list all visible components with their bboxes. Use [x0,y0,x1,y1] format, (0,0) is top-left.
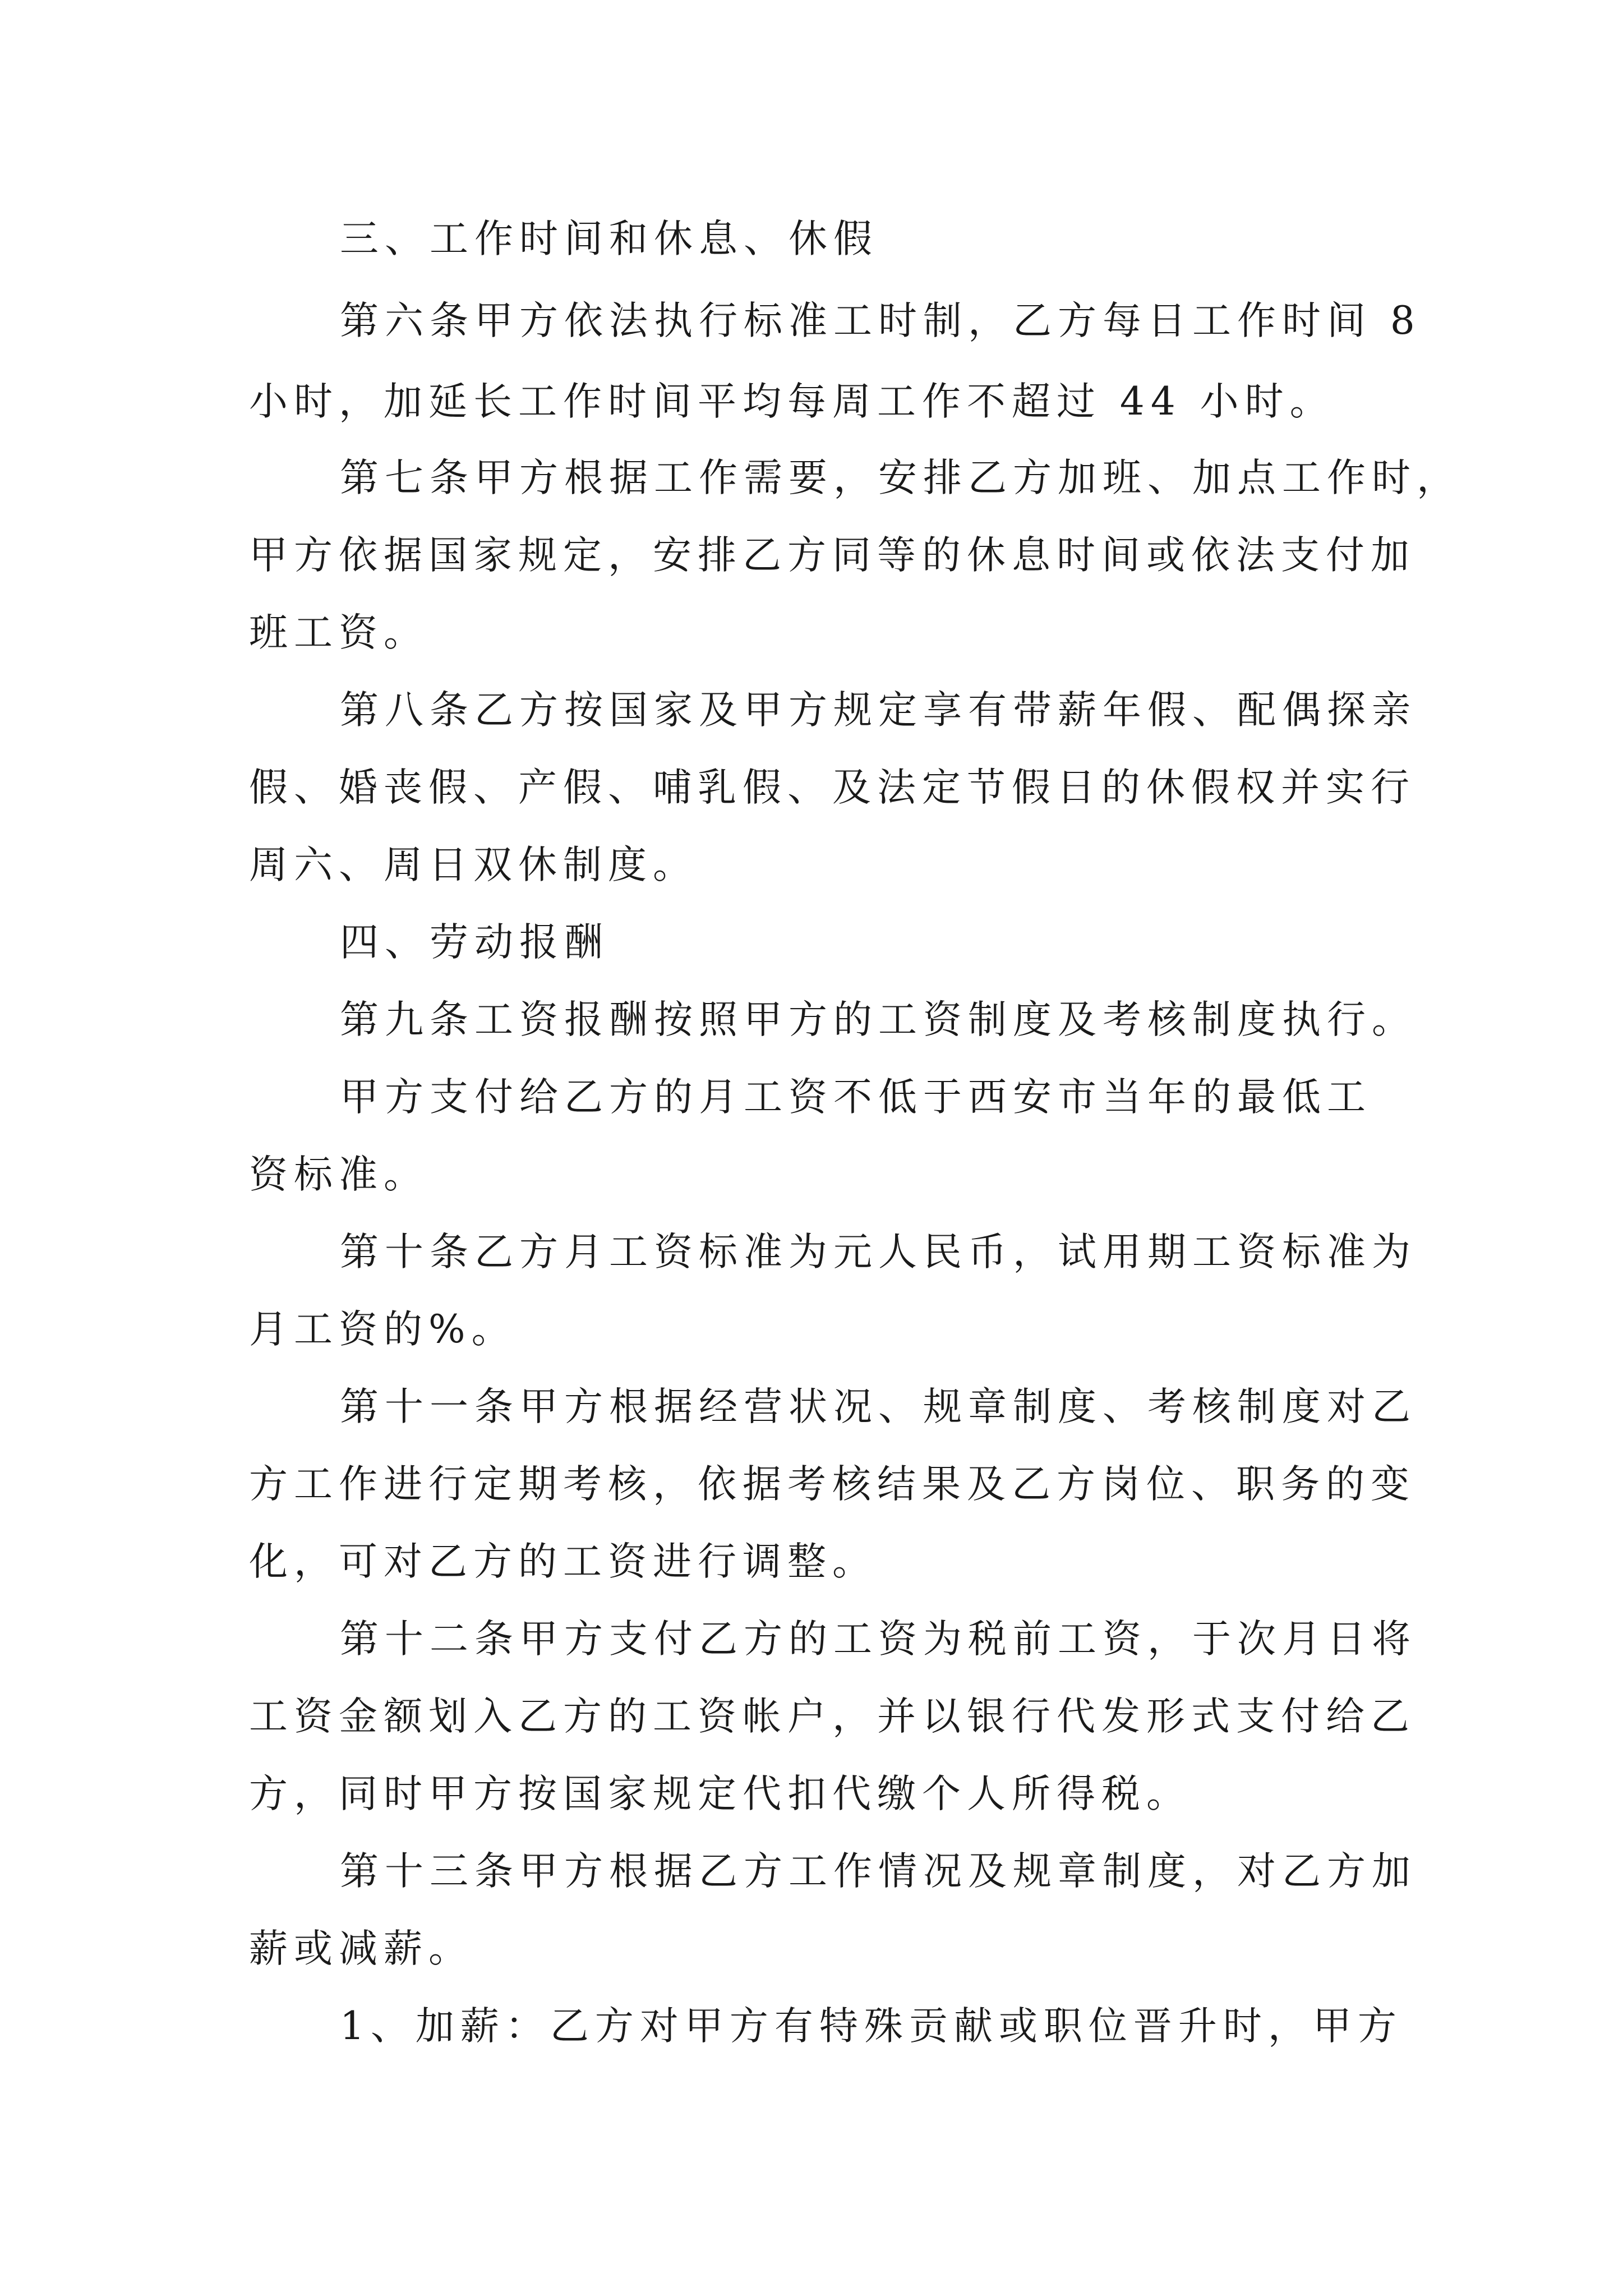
article-12-line-3: 方，同时甲方按国家规定代扣代缴个人所得税。 [249,1772,1191,1816]
article-11-line-1: 第十一条甲方根据经营状况、规章制度、考核制度对乙 [340,1384,1417,1429]
article-8-line-3: 周六、周日双休制度。 [249,843,698,887]
article-13-line-1: 第十三条甲方根据乙方工作情况及规章制度，对乙方加 [340,1849,1417,1894]
section-heading-work-hours: 三、工作时间和休息、休假 [340,217,878,261]
article-8-line-1: 第八条乙方按国家及甲方规定享有带薪年假、配偶探亲 [340,688,1417,733]
article-9-line-3: 资标准。 [249,1152,428,1197]
article-7-line-1: 第七条甲方根据工作需要，安排乙方加班、加点工作时， [340,455,1461,500]
raise-clause-line-1: 1、加薪：乙方对甲方有特殊贡献或职位晋升时，甲方 [340,2004,1403,2049]
section-heading-remuneration: 四、劳动报酬 [340,920,609,965]
article-8-line-2: 假、婚丧假、产假、哺乳假、及法定节假日的休假权并实行 [249,765,1415,810]
article-9-line-1: 第九条工资报酬按照甲方的工资制度及考核制度执行。 [340,997,1417,1042]
article-12-line-2: 工资金额划入乙方的工资帐户，并以银行代发形式支付给乙 [249,1694,1415,1739]
article-12-line-1: 第十二条甲方支付乙方的工资为税前工资，于次月日将 [340,1617,1417,1662]
article-7-line-2: 甲方依据国家规定，安排乙方同等的休息时间或依法支付加 [249,533,1415,578]
article-7-line-3: 班工资。 [249,610,428,655]
article-11-line-3: 化，可对乙方的工资进行调整。 [249,1539,877,1584]
article-9-line-2: 甲方支付给乙方的月工资不低于西安市当年的最低工 [340,1075,1372,1120]
article-11-line-2: 方工作进行定期考核，依据考核结果及乙方岗位、职务的变 [249,1462,1415,1507]
article-6-line-1: 第六条甲方依法执行标准工时制，乙方每日工作时间 8 [340,298,1421,343]
article-10-line-1: 第十条乙方月工资标准为元人民币，试用期工资标准为 [340,1230,1417,1274]
article-13-line-2: 薪或减薪。 [249,1926,473,1971]
article-10-line-2: 月工资的%。 [249,1307,517,1352]
article-6-line-2: 小时，加延长工作时间平均每周工作不超过 44 小时。 [249,379,1335,424]
